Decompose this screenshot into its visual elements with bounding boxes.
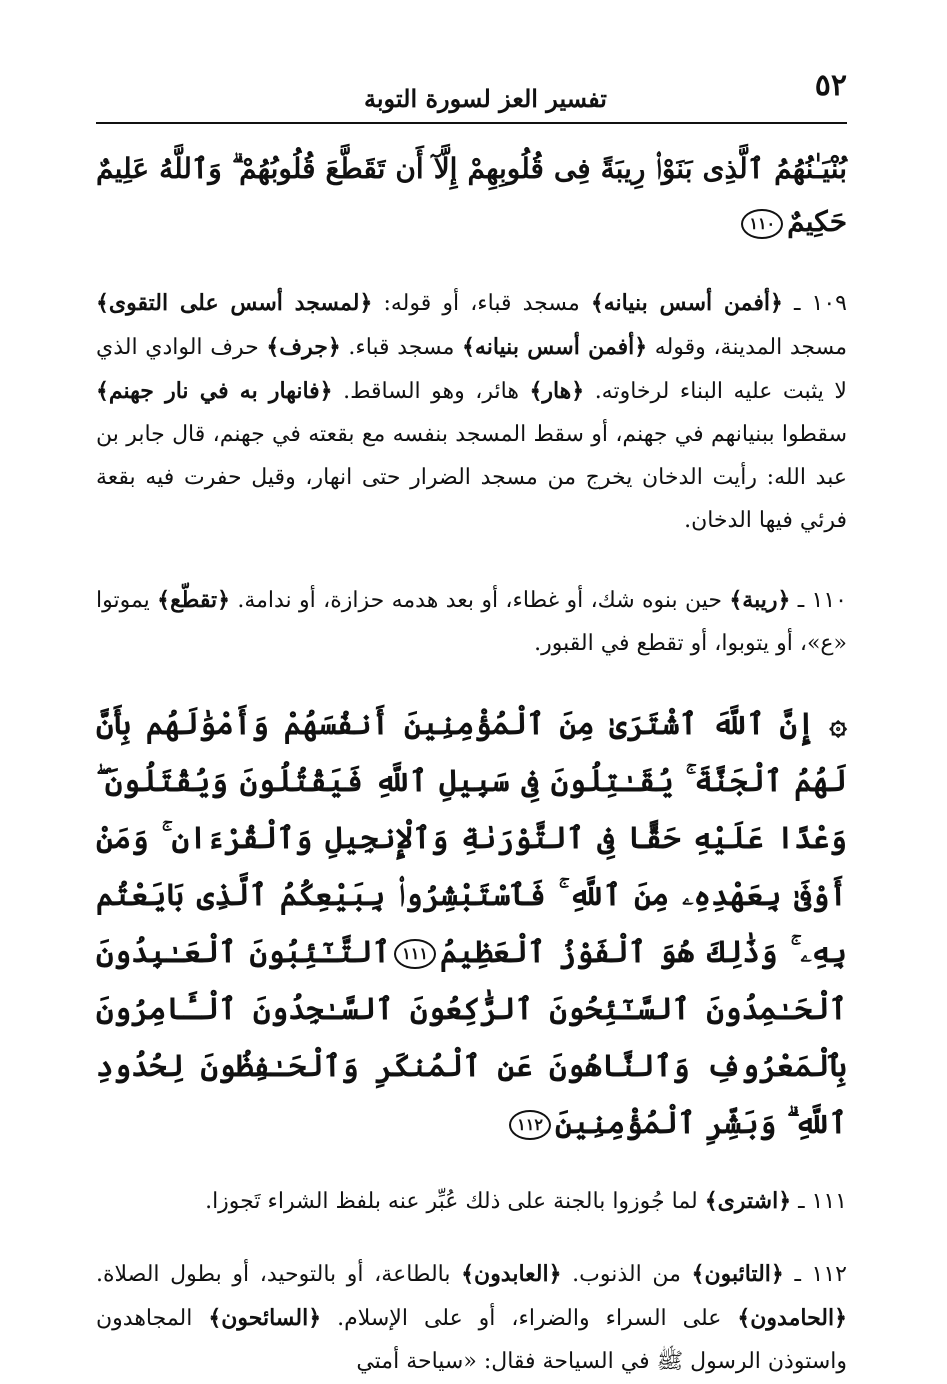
commentary-text: بالطاعة، أو بالتوحيد، أو بطول الصلاة.: [96, 1262, 462, 1288]
ayah-number-111: ١١١: [394, 939, 436, 969]
ayah-number-112: ١١٢: [509, 1110, 551, 1140]
quran-verses-111-112: [96, 696, 847, 1152]
verse-111-text: ۞ إِنَّ ٱللَّهَ ٱشْتَرَىٰ مِنَ ٱلْمُؤْمِنِينَ أَنفُسَهُمْ وَأَمْوَٰلَهُم بِأَنَّ لَهُمُ ٱلْجَنَّةَ ۚ يُقَـٰتِلُونَ فِى سَبِيلِ ٱللَّهِ فَيَقْتُلُونَ وَيُقْتَلُونَ ۖ وَعْدًا عَلَيْهِ حَقًّا فِى ٱلتَّوْرَىٰةِ وَٱلْإِنجِيلِ وَٱلْقُرْءَانِ ۚ وَمَنْ أَوْفَىٰ بِعَهْدِهِۦ مِنَ ٱللَّهِ ۚ فَٱسْتَبْشِرُوا۟ بِبَيْعِكُمُ ٱلَّذِى بَايَعْتُم بِهِۦ ۚ وَذَٰلِكَ هُوَ ٱلْفَوْزُ ٱلْعَظِيمُ: [96, 706, 847, 970]
page-number: ٥٢: [814, 68, 847, 103]
quoted-phrase: ﴿أفمن أسس بنيانه﴾: [590, 290, 783, 317]
quoted-phrase: ﴿ريبة﴾: [729, 586, 791, 613]
quoted-phrase: ﴿هار﴾: [529, 378, 585, 405]
verse-112-text: ٱلتَّـٰٓئِبُونَ ٱلْعَـٰبِدُونَ ٱلْحَـٰمِدُونَ ٱلسَّـٰٓئِحُونَ ٱلرَّٰكِعُونَ ٱلسَّـٰجِدُونَ ٱلْـَٔامِرُونَ بِٱلْمَعْرُوفِ وَٱلنَّاهُونَ عَنِ ٱلْمُنكَرِ وَٱلْحَـٰفِظُونَ لِحُدُودِ ٱللَّهِ ۗ وَبَشِّرِ ٱلْمُؤْمِنِينَ: [96, 934, 847, 1141]
quoted-phrase: ﴿العابدون﴾: [461, 1261, 562, 1288]
quoted-phrase: ﴿فانهار به في نار جهنم﴾: [96, 378, 333, 405]
note-number-111: ١١١ ـ: [798, 1188, 847, 1214]
commentary-text: مسجد قباء، أو قوله:: [372, 291, 591, 317]
commentary-109: [96, 282, 847, 542]
commentary-111: [96, 1180, 847, 1224]
quoted-phrase: ﴿أفمن أسس بنيانه﴾: [462, 334, 648, 361]
commentary-text: المجاهدون واستوذن الرسول ﷺ في السياحة فقال: «سياحة أمتي: [96, 1306, 847, 1375]
page-header: [96, 62, 847, 124]
commentary-text: مسجد المدينة، وقوله: [647, 335, 848, 361]
quoted-phrase: ﴿التائبون﴾: [691, 1261, 784, 1288]
running-title: تفسير العز لسورة التوبة: [363, 84, 607, 113]
commentary-text: من الذنوب.: [561, 1262, 692, 1288]
quoted-phrase: ﴿السائحون﴾: [208, 1305, 322, 1332]
commentary-text: سقطوا ببنيانهم في جهنم، أو سقط المسجد بنفسه مع بقعته في جهنم، قال جابر بن عبد الله: رأيت الدخان يخرج من مسجد الضرار حتى انهار، وقيل حفرت فيه بقعة فرئي فيها الدخان.: [96, 422, 847, 533]
note-number-112: ١١٢ ـ: [794, 1262, 847, 1288]
quoted-phrase: ﴿جرف﴾: [266, 334, 341, 361]
commentary-110: [96, 579, 847, 666]
quoted-phrase: ﴿تقطّع﴾: [157, 586, 230, 613]
commentary-text: مسجد قباء.: [340, 335, 463, 361]
quoted-phrase: ﴿اشترى﴾: [704, 1187, 792, 1214]
verse-110-text: بُنْيَـٰنُهُمُ ٱلَّذِى بَنَوْا۟ رِيبَةً فِى قُلُوبِهِمْ إِلَّآ أَن تَقَطَّعَ قُلُوبُهُمْ ۗ وَٱللَّهُ عَلِيمٌ حَكِيمٌ: [96, 152, 847, 239]
commentary-text: حرف الوادي الذي لا يثبت عليه البناء لرخاوته.: [96, 335, 847, 405]
commentary-text: حين بنوه شك، أو غطاء، أو بعد هدمه حزازة، أو ندامة.: [229, 587, 730, 613]
quran-verse-110: [96, 142, 847, 248]
commentary-text: على السراء والضراء، أو على الإسلام.: [321, 1306, 738, 1332]
quran-verse-text: [96, 696, 847, 1152]
commentary-text: يموتوا «ع»، أو يتوبوا، أو تقطع في القبور.: [96, 587, 847, 656]
note-number-109: ١٠٩ ـ: [793, 291, 847, 317]
note-number-110: ١١٠ ـ: [797, 587, 847, 613]
commentary-text: هائر، وهو الساقط.: [332, 379, 530, 405]
commentary-112: [96, 1253, 847, 1384]
ayah-number-110: ١١٠: [741, 209, 783, 239]
commentary-text: لما جُوزوا بالجنة على ذلك عُبِّر عنه بلفظ الشراء تَجوزا.: [205, 1188, 705, 1214]
quoted-phrase: ﴿الحامدون﴾: [737, 1305, 847, 1332]
quoted-phrase: ﴿لمسجد أسس على التقوى﴾: [96, 290, 373, 317]
